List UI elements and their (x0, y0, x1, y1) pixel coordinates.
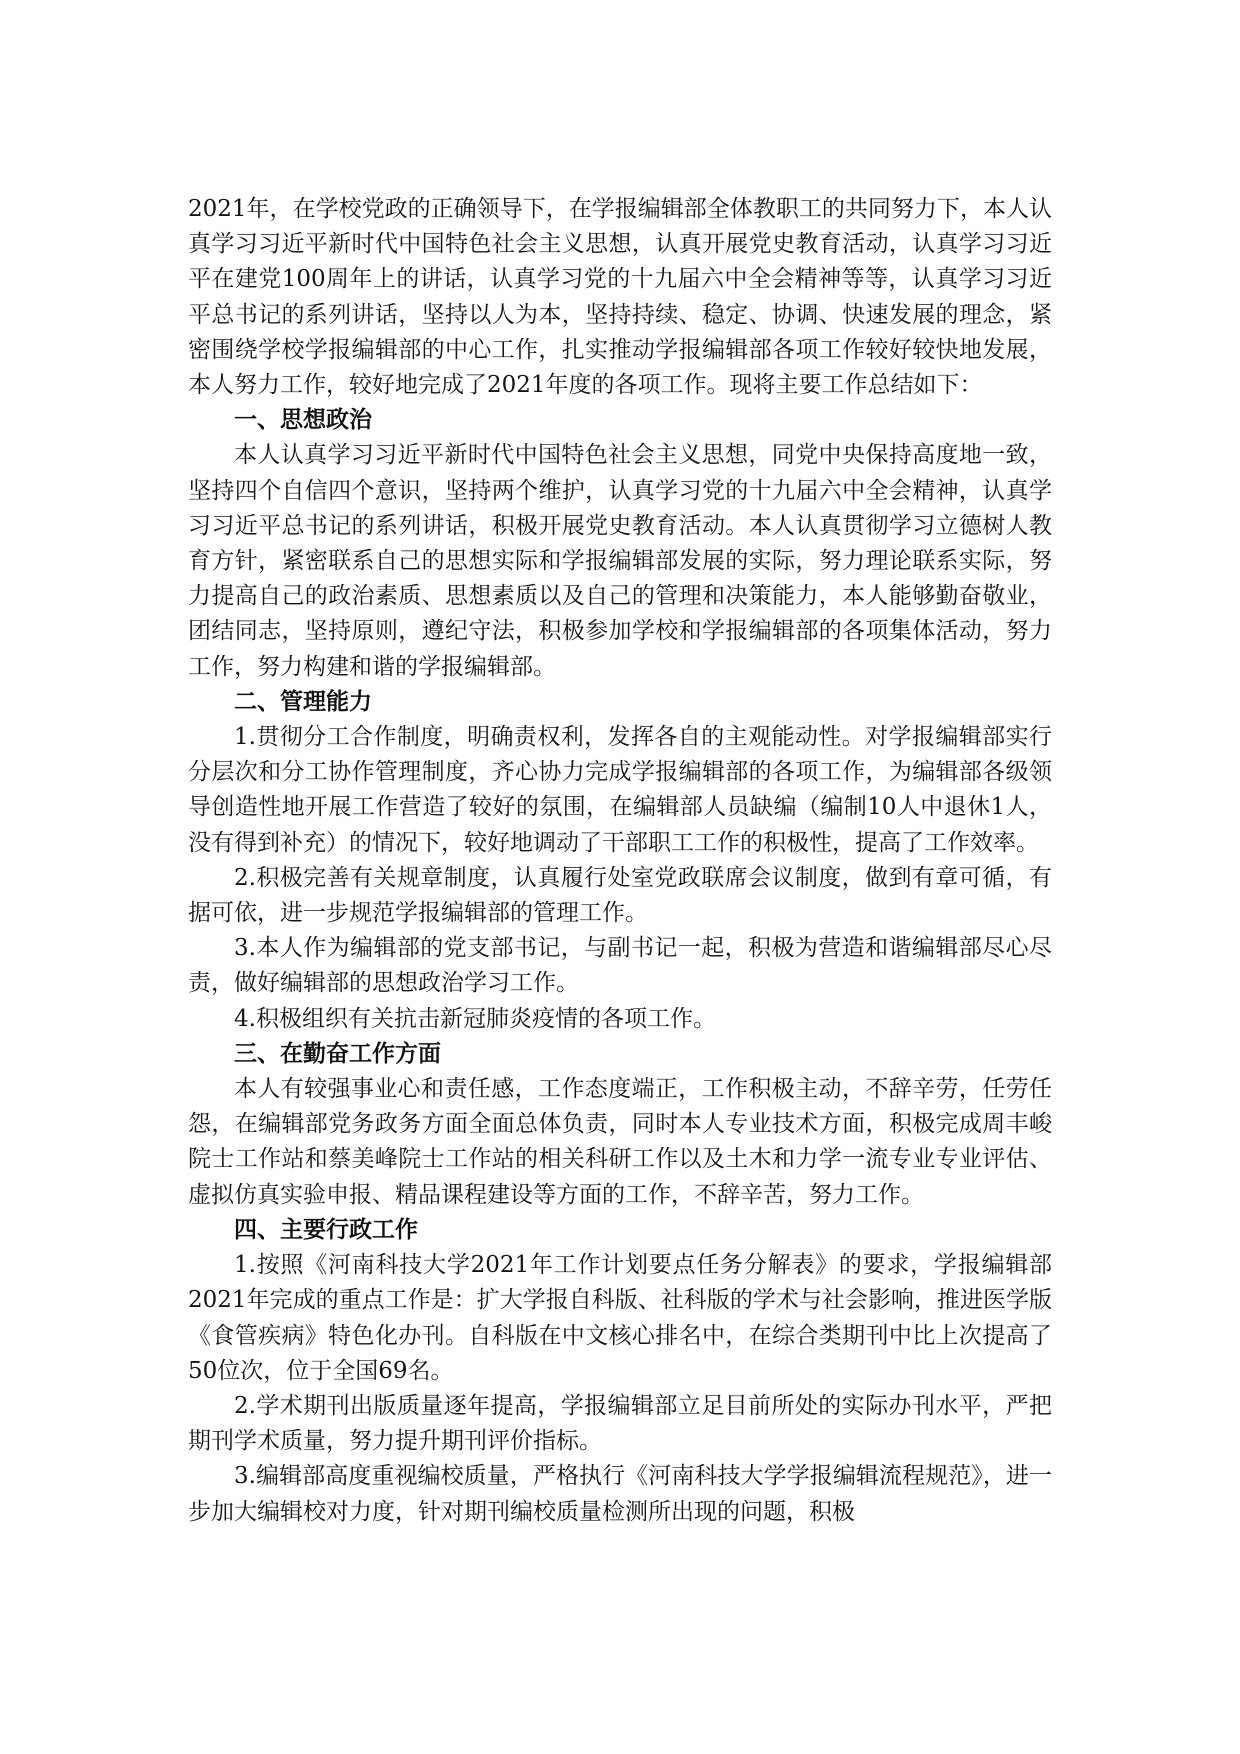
section-heading-diligence: 三、在勤奋工作方面 (234, 1040, 441, 1067)
intro-paragraph: 2021年，在学校党政的正确领导下，在学报编辑部全体教职工的共同努力下，本人认真学习习近平新时代中国特色社会主义思想，认真开展党史教育活动，认真学习习近平在建党100周年上的讲话，认真学习党的十九届六中全会精神等等，认真学习习近平总书记的系列讲话，坚持以人为本，坚持持续、稳定、协调、快速发展的理念，紧密围绕学校学报编辑部的中心工作，扎实推动学报编辑部各项工作较好较快地发展，本人努力工作，较好地完成了2021年度的各项工作。现将主要工作总结如下： (188, 196, 1052, 399)
administration-paragraph-3: 3.编辑部高度重视编校质量，严格执行《河南科技大学学报编辑流程规范》，进一步加大编辑校对力度，针对期刊编校质量检测所出现的问题，积极 (188, 1463, 1052, 1525)
management-paragraph-3: 3.本人作为编辑部的党支部书记，与副书记一起，积极为营造和谐编辑部尽心尽责，做好编辑部的思想政治学习工作。 (188, 935, 1052, 997)
administration-paragraph-2: 2.学术期刊出版质量逐年提高，学报编辑部立足目前所处的实际办刊水平，严把期刊学术质量，努力提升期刊评价指标。 (188, 1392, 1052, 1455)
administration-paragraph-1: 1.按照《河南科技大学2021年工作计划要点任务分解表》的要求，学报编辑部2021年完成的重点工作是：扩大学报自科版、社科版的学术与社会影响，推进医学版《食管疾病》特色化办刊。自科版在中文核心排名中，在综合类期刊中比上次提高了50位次，位于全国69名。 (188, 1252, 1052, 1384)
section-heading-administration: 四、主要行政工作 (234, 1216, 418, 1243)
section-heading-ideology: 一、思想政治 (234, 407, 372, 434)
document-body (188, 192, 1052, 1530)
diligence-paragraph: 本人有较强事业心和责任感，工作态度端正，工作积极主动，不辞辛劳，任劳任怨，在编辑部党务政务方面全面总体负责，同时本人专业技术方面，积极完成周丰峻院士工作站和蔡美峰院士工作站的相关科研工作以及土木和力学一流专业专业评估、虚拟仿真实验申报、精品课程建设等方面的工作，不辞辛苦，努力工作。 (188, 1076, 1052, 1208)
management-paragraph-1: 1.贯彻分工合作制度，明确责权利，发挥各自的主观能动性。对学报编辑部实行分层次和分工协作管理制度，齐心协力完成学报编辑部的各项工作，为编辑部各级领导创造性地开展工作营造了较好的氛围，在编辑部人员缺编（编制10人中退休1人，没有得到补充）的情况下，较好地调动了干部职工工作的积极性，提高了工作效率。 (188, 724, 1052, 856)
management-paragraph-2: 2.积极完善有关规章制度，认真履行处室党政联席会议制度，做到有章可循，有据可依，进一步规范学报编辑部的管理工作。 (188, 864, 1052, 927)
ideology-paragraph: 本人认真学习习近平新时代中国特色社会主义思想，同党中央保持高度地一致，坚持四个自信四个意识，坚持两个维护，认真学习党的十九届六中全会精神，认真学习习近平总书记的系列讲话，积极开展党史教育活动。本人认真贯彻学习立德树人教育方针，紧密联系自己的思想实际和学报编辑部发展的实际，努力理论联系实际，努力提高自己的政治素质、思想素质以及自己的管理和决策能力，本人能够勤奋敬业，团结同志，坚持原则，遵纪守法，积极参加学校和学报编辑部的各项集体活动，努力工作，努力构建和谐的学报编辑部。 (188, 442, 1052, 680)
section-heading-management: 二、管理能力 (234, 688, 372, 715)
management-paragraph-4: 4.积极组织有关抗击新冠肺炎疫情的各项工作。 (234, 1005, 716, 1032)
